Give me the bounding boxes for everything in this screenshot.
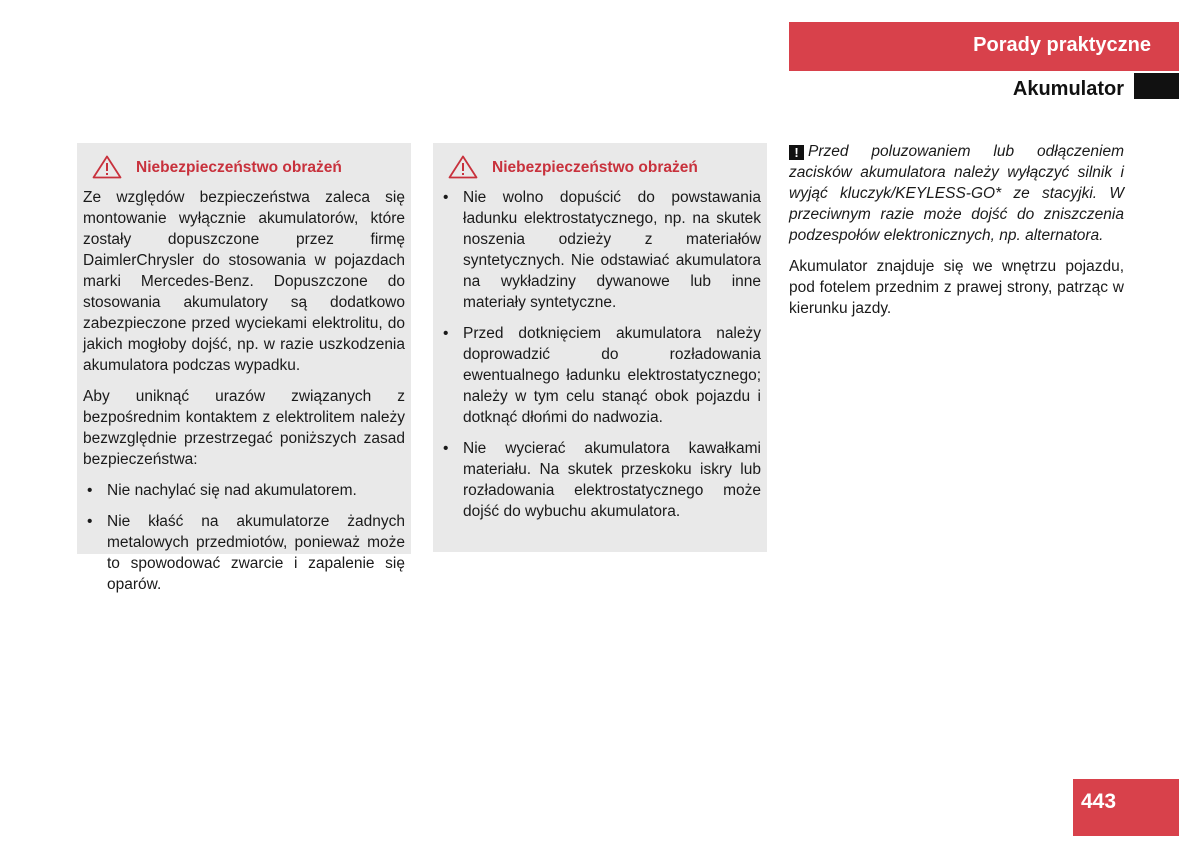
list-item-text: Nie wycierać akumulatora kawałkami materiału. Na skutek przeskoku iskry lub rozładowania elektrostatycznego może dojść do wybuchu akumulatora. <box>463 440 761 520</box>
warning-box-injury-2 <box>433 143 767 552</box>
list-item <box>83 511 405 595</box>
warning-paragraph: Aby uniknąć urazów związanych z bezpośrednim kontaktem z elektrolitem należy bezwzględnie przestrzegać poniższych zasad bezpieczeństwa: <box>83 388 405 468</box>
section-title: Porady praktyczne <box>973 34 1151 56</box>
warning-triangle-icon <box>92 155 122 179</box>
list-item <box>439 187 761 313</box>
warning-header <box>439 155 761 179</box>
section-banner <box>789 22 1179 71</box>
warning-bullet-list <box>83 480 405 595</box>
bullet-icon: • <box>87 513 93 530</box>
right-column <box>789 141 1124 319</box>
warning-title: Niebezpieczeństwo obrażeń <box>136 158 342 176</box>
warning-triangle-icon <box>448 155 478 179</box>
list-item <box>439 438 761 522</box>
caution-note-text: Przed poluzowaniem lub odłączeniem zacisków akumulatora należy wyłączyć silnik i wyjąć kluczyk/KEYLESS-GO* ze stacyjki. W przeciwnym razie może dojść do zniszczenia podzespołów elektronicznych, np. alternatora. <box>789 143 1124 244</box>
list-item-text: Nie nachylać się nad akumulatorem. <box>107 482 357 499</box>
warning-header <box>83 155 405 179</box>
battery-location-text: Akumulator znajduje się we wnętrzu pojazdu, pod fotelem przednim z prawej strony, patrząc w kierunku jazdy. <box>789 258 1124 317</box>
chapter-marker <box>1134 73 1179 99</box>
exclamation-icon: ! <box>789 145 804 160</box>
list-item <box>83 480 405 501</box>
bullet-icon: • <box>443 189 449 206</box>
list-item-text: Nie wolno dopuścić do powstawania ładunku elektrostatycznego, np. na skutek noszenia odzieży z materiałów syntetycznych. Nie odstawiać akumulatora na wykładziny dywanowe lub inne materiały syntetyczne. <box>463 189 761 311</box>
warning-box-injury-1 <box>77 143 411 593</box>
warning-paragraph: Ze względów bezpieczeństwa zaleca się montowanie wyłącznie akumulatorów, które zostały dopuszczone przez firmę DaimlerChrysler do stosowania w pojazdach marki Mercedes-Benz. Dopuszczone do stosowania akumulatory są dodatkowo zabezpieczone przed wyciekami elektrolitu, do jakich mogłoby dojść, np. w razie uszkodzenia akumulatora podczas wypadku. <box>83 189 405 374</box>
caution-note <box>789 141 1124 246</box>
list-item <box>439 323 761 428</box>
warning-title: Niebezpieczeństwo obrażeń <box>492 158 698 176</box>
list-item-text: Przed dotknięciem akumulatora należy doprowadzić do rozładowania ewentualnego ładunku elektrostatycznego; należy w tym celu stanąć obok pojazdu i dotknąć dłońmi do nadwozia. <box>463 325 761 426</box>
bullet-icon: • <box>443 325 449 342</box>
list-item-text: Nie kłaść na akumulatorze żadnych metalowych przedmiotów, ponieważ może to spowodować zwarcie i zapalenie się oparów. <box>107 513 405 593</box>
bullet-icon: • <box>443 440 449 457</box>
warning-bullet-list <box>439 187 761 522</box>
page-number: 443 <box>1073 779 1179 836</box>
chapter-title: Akumulator <box>1012 78 1124 100</box>
bullet-icon: • <box>87 482 93 499</box>
